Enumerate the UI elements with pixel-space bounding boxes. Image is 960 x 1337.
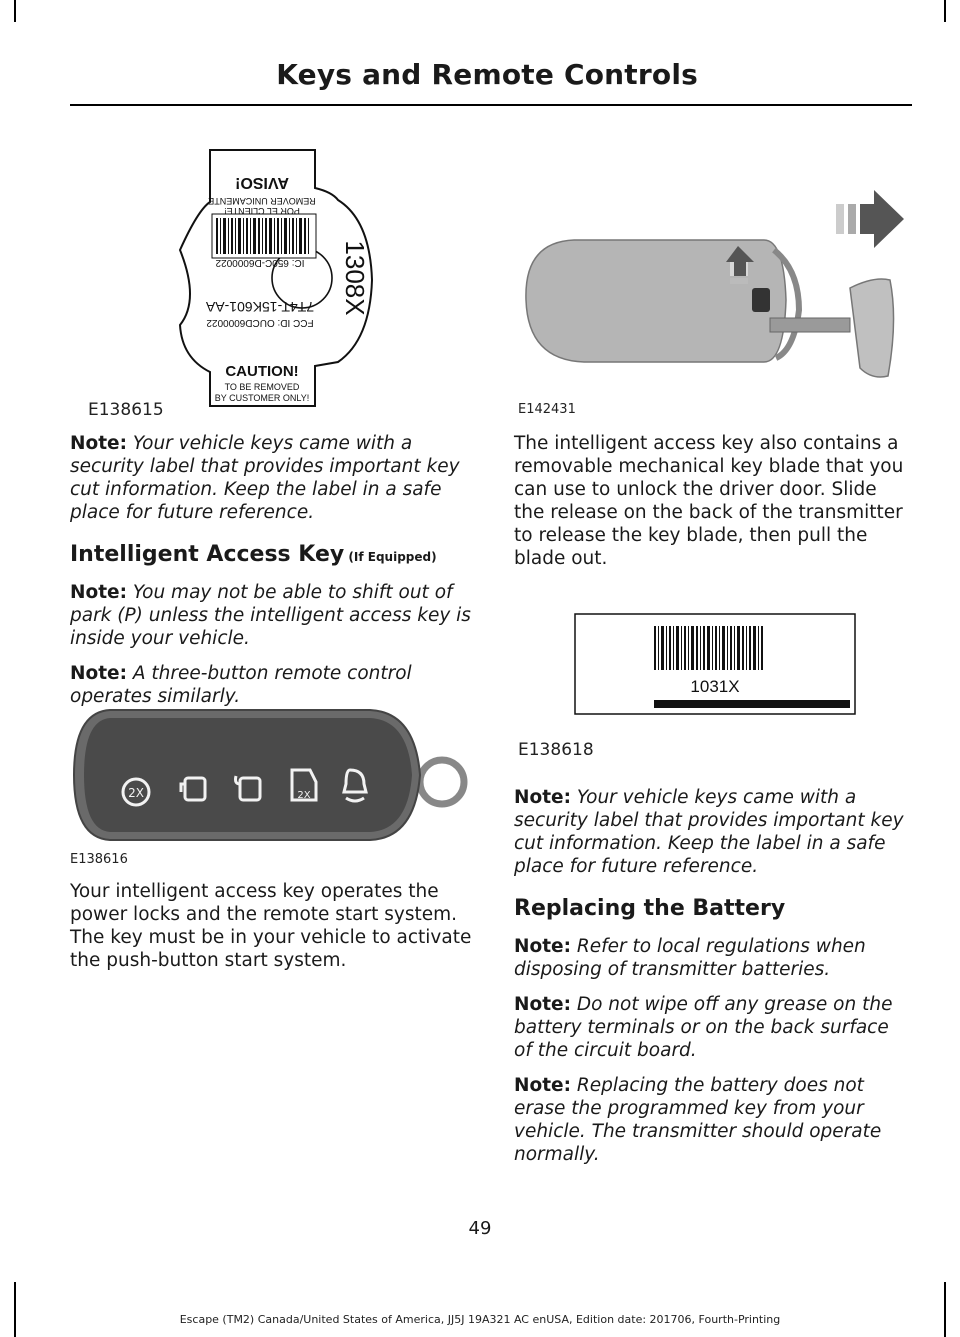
- note-label: Note:: [514, 936, 571, 957]
- label-ic: IC: 650C-D6000022: [215, 257, 305, 268]
- arrow-right-icon: [860, 190, 904, 248]
- section-heading-replacing-battery: Replacing the Battery: [514, 896, 786, 921]
- note-security-label: [514, 786, 910, 878]
- note-text: Refer to local regulations when disposing of transmitter batteries.: [514, 936, 866, 980]
- heading-suffix: (If Equipped): [344, 550, 437, 564]
- barcode-label-figure: [514, 612, 914, 772]
- header-divider: [70, 104, 912, 106]
- crop-mark: [14, 1282, 16, 1337]
- note-battery-replacement: [514, 1074, 910, 1166]
- edition-footer: Escape (TM2) Canada/United States of America, JJ5J 19A321 AC enUSA, Edition date: 201706, Fourth-Printing: [179, 1313, 781, 1326]
- key-blade-figure: [514, 180, 914, 420]
- label-part-number: 7T4T-15K601-AA: [205, 299, 315, 315]
- note-text: You may not be able to shift out of park (P) unless the intelligent access key is inside your vehicle.: [70, 582, 471, 649]
- page-number: 49: [468, 1218, 492, 1239]
- label-key-code: 1308X: [340, 240, 370, 316]
- note-text: Your vehicle keys came with a security label that provides important key cut information. Keep the label in a safe place for future reference.: [70, 433, 460, 523]
- note-label: Note:: [514, 787, 571, 808]
- key-fob-illustration: [70, 700, 480, 870]
- note-disposing-batteries: [514, 935, 910, 981]
- security-label-figure: [70, 140, 480, 425]
- right-text-block-2: [514, 786, 910, 1178]
- barcode-key-code: 1031X: [690, 677, 740, 696]
- barcode-graphic: [654, 626, 763, 670]
- note-text: Your vehicle keys came with a security label that provides important key cut information. Keep the label in a safe place for future reference.: [514, 787, 904, 877]
- label-by-customer: BY CUSTOMER ONLY!: [214, 393, 310, 403]
- note-shift-park: [70, 581, 480, 650]
- left-text-block-2: [70, 880, 480, 984]
- crop-mark: [14, 0, 16, 22]
- svg-text:2X: 2X: [297, 790, 311, 801]
- figure-code: E138618: [518, 740, 594, 760]
- barcode-label-illustration: [514, 612, 914, 722]
- label-por-el-cliente: POR EL CLIENTE!: [224, 206, 300, 216]
- right-text-block-1: [514, 432, 910, 582]
- note-security-label: [70, 432, 480, 524]
- note-label: Note:: [70, 663, 127, 684]
- note-text: A three-button remote control operates similarly.: [70, 663, 412, 707]
- key-fob-figure: [70, 700, 480, 870]
- note-label: Note:: [514, 994, 571, 1015]
- note-grease: [514, 993, 910, 1062]
- note-text: Do not wipe off any grease on the battery terminals or on the back surface of the circuit board.: [514, 994, 893, 1061]
- note-text: Replacing the battery does not erase the programmed key from your vehicle. The transmitter should operate normally.: [514, 1075, 882, 1165]
- left-text-block-1: [70, 432, 480, 720]
- heading-text: Intelligent Access Key: [70, 542, 345, 567]
- figure-code: E138616: [70, 852, 128, 867]
- key-blade-illustration: [514, 180, 914, 420]
- figure-code: E138615: [88, 400, 164, 420]
- note-label: Note:: [514, 1075, 571, 1096]
- barcode-graphic: [212, 214, 316, 258]
- label-remover: REMOVER UNICAMENTE: [208, 196, 316, 206]
- page-title: Keys and Remote Controls: [276, 58, 698, 91]
- paragraph-intelligent-key-operation: Your intelligent access key operates the power locks and the remote start system. The key must be in your vehicle to activate the push-button start system.: [70, 881, 472, 971]
- label-fcc: FCC ID: OUCD6000022: [206, 317, 314, 328]
- label-to-be-removed: TO BE REMOVED: [224, 382, 300, 392]
- label-aviso: AVISO!: [235, 174, 289, 191]
- crop-mark: [944, 1282, 946, 1337]
- section-heading-intelligent-access-key: [70, 542, 480, 567]
- note-label: Note:: [70, 582, 127, 603]
- crop-mark: [944, 0, 946, 22]
- security-label-illustration: [70, 140, 480, 425]
- svg-text:2X: 2X: [128, 786, 144, 800]
- note-label: Note:: [70, 433, 127, 454]
- label-caution: CAUTION!: [225, 363, 299, 380]
- paragraph-key-blade: The intelligent access key also contains a removable mechanical key blade that you can use to unlock the driver door. Slide the release on the back of the transmitter to release the key blade, then pull the blade out.: [514, 433, 904, 569]
- figure-code: E142431: [518, 402, 576, 417]
